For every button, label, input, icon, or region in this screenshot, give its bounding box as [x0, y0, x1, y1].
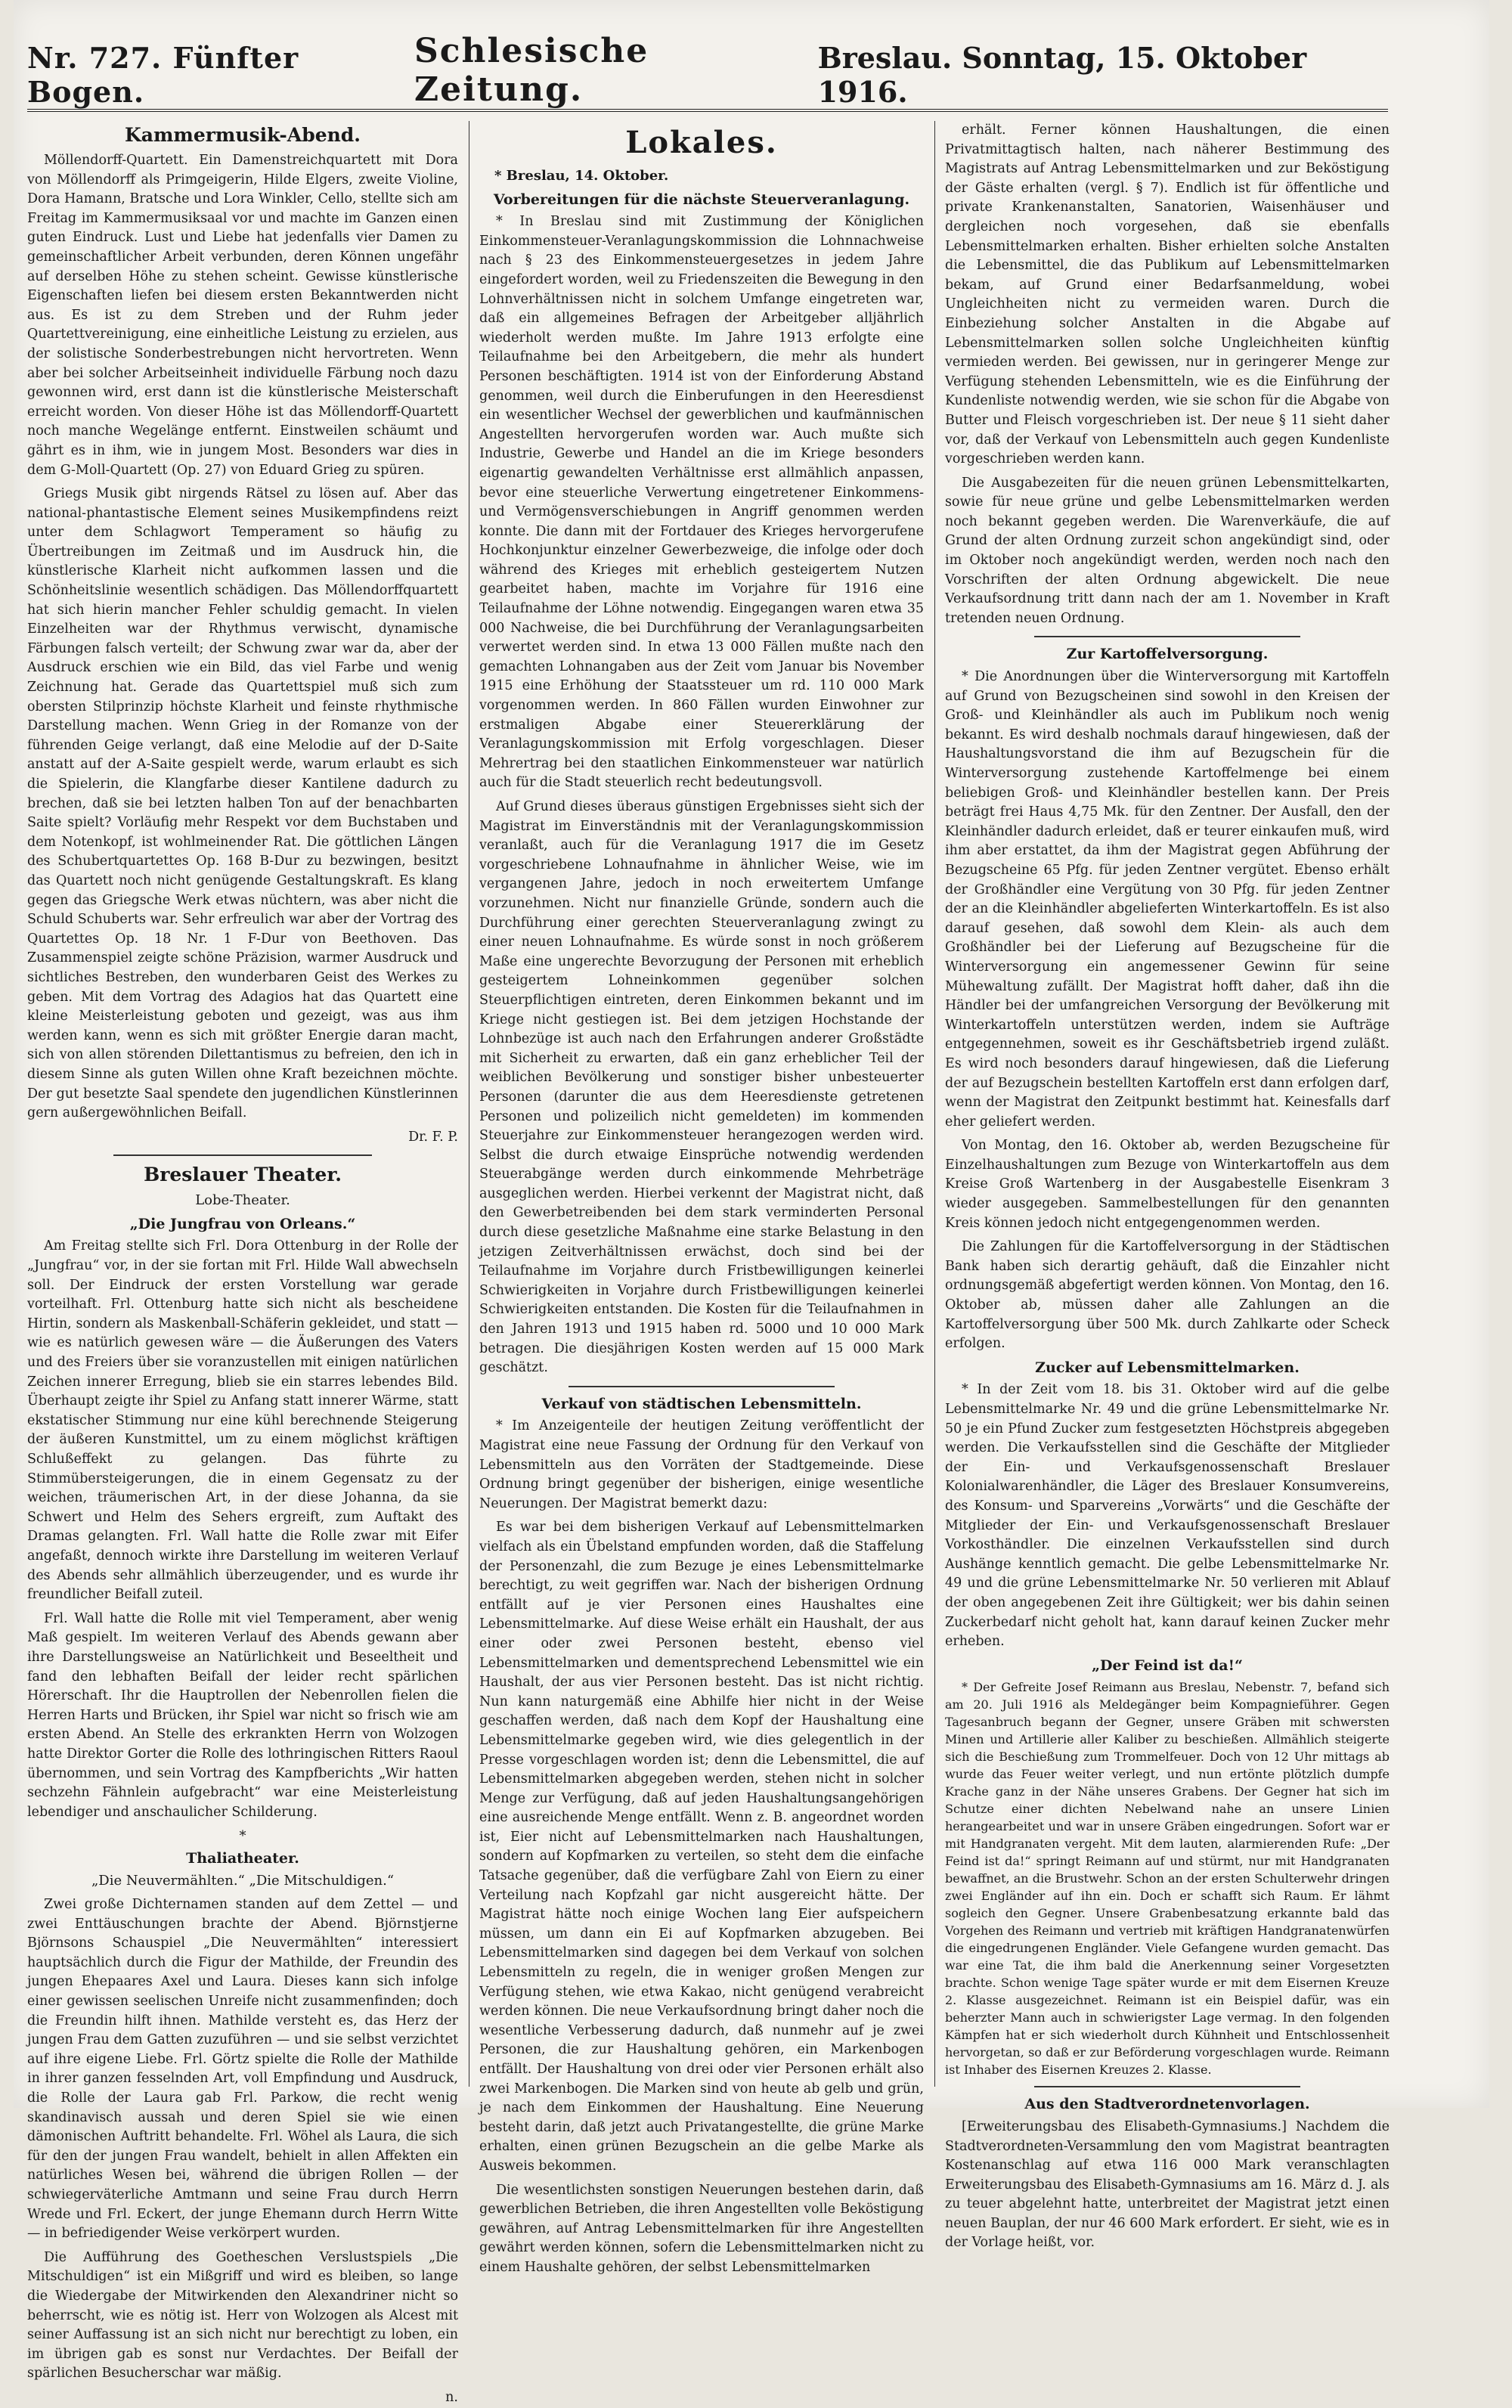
play-title: „Die Neuvermählten.“ „Die Mitschuldigen.“ [91, 1873, 395, 1889]
article-paragraph: * Im Anzeigenteile der heutigen Zeitung veröffentlicht der Magistrat eine neue Fassung der Ordnung für den Verkauf von Lebensmitteln aus den Vorräten der Stadtgemeinde. Diese Ordnung bringt gegenüber der bisherigen, einige wesentliche Neuerungen. Der Magistrat bemerkt dazu: [479, 1418, 924, 1511]
article-paragraph: * In Breslau sind mit Zustimmung der Königlichen Einkommensteuer-Veranlagungskommission die Lohnnachweise nach § 23 des Einkommensteuergesetzes in jedem Jahre eingefordert worden, weil zu Friedenszeiten die Bewegung in den Lohnverhältnissen nicht in solchem Umfange eingetreten war, daß ein allgemeines Befragen der Arbeitgeber alljährlich wiederholt werden mußte. Im Jahre 1913 erfolgte eine Teilaufnahme bei den Arbeitgebern, die mehr als hundert Personen beschäftigten. 1914 ist von der Einforderung Abstand genommen, weil durch die Einberufungen in den Heeresdienst ein wesentlicher Wechsel der gewerblichen und kaufmännischen Angestellten hervorgerufen worden war. Auch mußte sich Industrie, Gewerbe und Handel an die im Kriege besonders eigenartig gewandelten Verhältnisse erst allmählich anpassen, bevor eine steuerliche Verwertung eingetretener Einkommens- und Vermögensverschiebungen in Angriff genommen werden konnte. Die dann mit der Fortdauer des Krieges hervorgerufene Hochkonjunktur einzelner Gewerbezweige, die infolge oder doch während des Krieges mit erheblich gesteigertem Nutzen gearbeitet haben, machte im Vorjahre für 1916 eine Teilaufnahme der Löhne notwendig. Eingegangen waren etwa 35 000 Nachweise, die bei Durchführung der Veranlagungsarbeiten verwertet werden sind. In etwa 13 000 Fällen mußte nach den gemachten Lohnangaben aus der Zeit vom Januar bis November 1915 eine Erhöhung der Staatssteuer um rd. 110 000 Mark vorgenommen werden. In 860 Fällen wurden Einwohner zur erstmaligen Abgabe einer Steuererklärung der Veranlagungskommission mit Erfolg vorgeschlagen. Dieser Mehrertrag bei den staatlichen Einkommensteuer war natürlich auch für die Stadt steuerlich recht bedeutungsvoll. [479, 214, 924, 791]
article-paragraph: Von Montag, den 16. Oktober ab, werden Bezugscheine für Einzelhaushaltungen zum Bezuge von Winterkartoffeln aus dem Kreise Groß Wartenberg in der Ausgabestelle Eisenkram 3 wieder ausgegeben. Sammelbestellungen für den genannten Kreis können jedoch nicht entgegengenommen werden. [945, 1138, 1390, 1231]
article-subtitle: Lobe-Theater. [195, 1192, 290, 1209]
article-paragraph: [Erweiterungsbau des Elisabeth-Gymnasiums.] Nachdem die Stadtverordneten-Versammlung den vom Magistrat beantragten Kostenanschlag auf etwa 116 000 Mark veranschlagten Erweiterungsbau des Elisabeth-Gymnasiums am 16. März d. J. als zu teuer abgelehnt hatte, unterbreitet der Magistrat jetzt einen neuen Bauplan, der nur 46 600 Mark erfordert. Er sieht, wie es in der Vorlage heißt, vor. [945, 2118, 1390, 2251]
issue-number: Nr. 727. Fünfter Bogen. [27, 41, 299, 109]
star-separator: * [239, 1828, 246, 1845]
article-title-kammermusik: Kammermusik-Abend. [125, 124, 361, 146]
newspaper-page [14, 0, 1489, 2405]
article-paragraph: Die Zahlungen für die Kartoffelversorgung in der Städtischen Bank haben sich derartig gehäuft, daß die Einzahler nicht ordnungsgemäß abgefertigt werden können. Von Montag, den 16. Oktober ab, müssen daher alle Zahlungen an die Kartoffelversorgung über 500 Mk. durch Zahlkarte oder Scheck erfolgen. [945, 1239, 1390, 1352]
column-divider-2 [934, 121, 935, 2087]
article-paragraph: Die Ausgabezeiten für die neuen grünen Lebensmittelkarten, sowie für neue grüne und gelbe Lebensmittelmarken werden noch bekannt gegeben werden. Die Warenverkäufe, die auf Grund der alten Ordnung zurzeit schon angekündigt sind, oder im Oktober noch angekündigt werden, werden noch nach den Vorschriften der alten Ordnung abgewickelt. Die neue Verkaufsordnung tritt dann nach der am 1. November in Kraft tretenden neuen Ordnung. [945, 475, 1390, 626]
article-paragraph: Griegs Musik gibt nirgends Rätsel zu lösen auf. Aber das national-phantastische Element seines Musikempfindens reizt unter dem Schlagwort Temperament so häufig zu Übertreibungen im Zeitmaß und im Ausdruck hin, die künstlerische Klarheit nicht aufkommen lassen und die Schönheitslinie wesentlich schädigen. Das Möllendorffquartett hat sich hierin mancher Fehler schuldig gemacht. In vielen Einzelheiten war der Rhythmus verwischt, dynamische Färbungen falsch verteilt; der Schwung zwar war da, aber der Ausdruck erschien wie ein Bild, das viel Farbe und wenig Zeichnung hat. Gerade das Quartettspiel muß sich zum obersten Stilprinzip höchste Klarheit und feinste rhythmische Darstellung machen. Wenn Grieg in der Romanze von der führenden Geige verlangt, daß eine Melodie auf der D-Saite anstatt auf der A-Saite gespielt werde, warum erlaubt es sich die Spielerin, die Klangfarbe dieser Kantilene dadurch zu brechen, daß sie bei letzten halben Ton auf der benachbarten Saite spielt? Vorläufig mehr Respekt vor dem Buchstaben und dem Notenkopf, ist wohlmeinender Rat. Die göttlichen Längen des Schubertquartettes Op. 168 B-Dur zu bezwingen, besitzt das Quartett noch nicht genügende Gestaltungskraft. Es klang gegen das Griegsche Werk etwas nüchtern, was aber nicht die Schuld Schuberts war. Sehr erfreulich war aber der Vortrag des Quartettes Op. 18 Nr. 1 F-Dur von Beethoven. Das Zusammenspiel zeigte schöne Präzision, warmer Ausdruck und sichtliches Bestreben, den wunderbaren Geist des Werkes zu geben. Mit dem Vortrag des Adagios hat das Quartett eine kleine Meisterleistung geboten und gezeigt, was aus ihm werden kann, wenn es sich mit größter Energie daran macht, sich von allen störenden Dilettantismus zu befreien, den ich in diesem Sinne als guten Willen ohne Kraft bezeichnen möchte. Der gut besetzte Saal spendete den jugendlichen Künstlerinnen gern außergewöhnlichen Beifall. [27, 486, 458, 1121]
section-title-lokales: Lokales. [625, 125, 778, 160]
play-title: „Die Jungfrau von Orleans.“ [129, 1215, 356, 1232]
article-paragraph: Am Freitag stellte sich Frl. Dora Ottenburg in der Rolle der „Jungfrau“ vor, in der sie fortan mit Frl. Hilde Wall abwechseln soll. Der Eindruck der ersten Vorstellung war gerade vorteilhaft. Frl. Ottenburg hatte sich nicht als bescheidene Hirtin, sondern als Maskenball-Schäferin gekleidet, und statt — wie es natürlich gewesen wäre — die Äußerungen des Vaters und des Freiers über sie voranzustellen mit einigen natürlichen Zeichen innerer Erregung, blieb sie ein starres lebendes Bild. Überhaupt zeigte ihr Spiel zu Anfang statt innerer Wärme, statt ekstatischer Stimmung nur eine kühl berechnende Steigerung der äußeren Kunstmittel, um zu einem möglichst kräftigen Schlußeffekt zu gelangen. Das führte zu Stimmübersteigerungen, die in einem Gegensatz zu der weichen, träumerischen Art, in der diese Johanna, da sie Schwert und Helm des Sehers ergreift, zum Auftakt des Dramas gelangten. Frl. Wall hatte die Rolle zwar mit Eifer angefaßt, dennoch wirkte ihre Darstellung im weiteren Verlauf des Abends sehr allmählich überzeugender, und es wurde ihr freundlicher Beifall zuteil. [27, 1238, 458, 1603]
newspaper-title: Schlesische Zeitung. [414, 32, 649, 109]
article-paragraph: * Der Gefreite Josef Reimann aus Breslau, Nebenstr. 7, befand sich am 20. Juli 1916 als Meldegänger beim Kompagnieführer. Gegen Tagesanbruch begann der Gegner, unsere Gräben mit schwersten Minen und Artillerie aller Kaliber zu beschießen. Allmählich steigerte sich die Beschießung zum Trommelfeuer. Doch von 12 Uhr mittags ab wurde das Feuer weiter verlegt, und nun ertönte plötzlich dumpfe Krache ganz in der Nähe unseres Grabens. Der Gegner hat sich im Schutze einer dichten Nebelwand nahe an unsere Linien herangearbeitet und war in unsere Gräben eingedrungen. Sofort war er mit Handgranaten vergeht. Mit dem lauten, alarmierenden Rufe: „Der Feind ist da!“ springt Reimann auf und stürmt, nur mit Handgranaten bewaffnet, an die Brustwehr. Schon an der ersten Schulterwehr dringen zwei Engländer auf ihn ein. Doch er schafft sich Raum. Er lähmt sogleich den Gegner. Unsere Grabenbesatzung erkannte bald das Vorgehen des Reimann und vertrieb mit kräftigen Handgranatenwürfen die eingedrungenen Engländer. Viele Gefangene wurden gemacht. Das war eine Tat, die ihm bald die Anerkennung seiner Vorgesetzten brachte. Schon wenige Tage später wurde er mit dem Eisernen Kreuze 2. Klasse ausgezeichnet. Reimann ist ein Beispiel dafür, was ein beherzter Mann auch in schwierigster Lage vermag. In den folgenden Kämpfen hat er sich wiederholt durch Kühnheit und Entschlossenheit hervorgetan, so daß er zur Beförderung vorgeschlagen wurde. Reimann ist Inhaber des Eisernen Kreuzes 2. Klasse. [945, 1680, 1390, 2078]
article-title-stadtverordnete: Aus den Stadtverordnetenvorlagen. [1024, 2096, 1310, 2113]
article-signature: n. [445, 2389, 458, 2405]
article-paragraph: Auf Grund dieses überaus günstigen Ergebnisses sieht sich der Magistrat im Einverständnis mit der Veranlagungskommission veranlaßt, auch für die Veranlagung 1917 die im Gesetz vorgeschriebene Lohnaufnahme in ähnlicher Weise, wie im vergangenen Jahre, jedoch in noch erweitertem Umfange vorzunehmen. Nicht nur finanzielle Gründe, sondern auch die Durchführung einer gerechten Steuerveranlagung zwingt zu einer neuen Lohnaufnahme. Es würde sonst in noch größerem Maße eine ungerechte Bevorzugung der Personen mit erheblich gesteigertem Lohneinkommen gegenüber solchen Steuerpflichtigen eintreten, deren Einkommen bekannt und im Kriege nicht gestiegen ist. Bei dem jetzigen Hochstande der Lohnbezüge ist auch nach den Erfahrungen anderer Großstädte mit Sicherheit zu erwarten, daß ein ganz erheblicher Teil der weiblichen Bevölkerung und sonstiger bisher unbesteuerter Personen (darunter die aus dem Heeresdienste getretenen Personen und polizeilich nicht gemeldeten) im kommenden Steuerjahre zur Einkommensteuer herangezogen werden wird. Selbst die durch etwaige Einsprüche notwendig werdenden Steuerabgänge werden durch einkommende Mehrbeträge ausgeglichen werden. Hierbei verkennt der Magistrat nicht, daß den Gewerbetreibenden bei dem stark verminderten Personal durch diese gesetzliche Maßnahme eine starke Belastung in den jetzigen Zeitverhältnissen erwächst, doch sind bei der Teilaufnahme im Vorjahre durch Fristbewilligungen keinerlei Schwierigkeiten in Vorjahre durch Fristbewilligungen keinerlei Schwierigkeiten entstanden. Die Kosten für die Teilaufnahmen in den Jahren 1913 und 1915 haben rd. 5000 und 10 000 Mark betragen. Die diesjährigen Kosten werden auf 15 000 Mark geschätzt. [479, 799, 924, 1376]
column-2 [479, 121, 924, 2275]
article-signature: Dr. F. P. [408, 1129, 458, 1145]
article-title-thalia: Thaliatheater. [186, 1849, 299, 1867]
column-1 [27, 121, 458, 2405]
masthead [27, 32, 1388, 112]
article-paragraph: Die Aufführung des Goetheschen Verslustspiels „Die Mitschuldigen“ ist ein Mißgriff und wird es bleiben, so lange die Wiedergabe der Mitwirkenden den Alexandriner nicht so beherrscht, wie es nötig ist. Herr von Wolzogen als Alcest mit seiner Auffassung ist an sich nicht nur berechtigt zu loben, ein im übrigen gab es sonst nur Verdachtes. Der Beifall der spärlichen Besucherschar war mäßig. [27, 2249, 458, 2382]
article-paragraph: * Die Anordnungen über die Winterversorgung mit Kartoffeln auf Grund von Bezugscheinen sind sowohl in den Kreisen der Groß- und Kleinhändler als auch im Publikum noch wenig bekannt. Es wird deshalb nochmals darauf hingewiesen, daß der Haushaltungsvorstand die ihm auf Bezugschein für die Winterversorgung zustehende Kartoffelmenge bei einem beliebigen Groß- und Kleinhändler bestellen kann. Der Preis beträgt frei Haus 4,75 Mk. für den Zentner. Der Ausfall, den der Kleinhändler dadurch erleidet, daß er teurer einkaufen muß, wird ihm aber erstattet, da ihm der Magistrat gegen Abführung der Bezugscheine 65 Pfg. für jeden Zentner vergütet. Ebenso erhält der Großhändler eine Vergütung von 30 Pfg. für jeden Zentner der an die Kleinhändler abgelieferten Winterkartoffeln. Es ist also darauf gesehen, daß sowohl dem Klein- als auch dem Großhändler bei der Lieferung auf Bezugscheine für die Winterversorgung ein angemessener Gewinn für seine Mühewaltung zufällt. Der Magistrat hofft daher, daß ihn die Händler bei der umfangreichen Versorgung der Bevölkerung mit Winterkartoffeln unterstützen werden, indem sie Aufträge entgegennehmen, soweit es ihr Geschäftsbetrieb irgend zuläßt. Es wird noch besonders darauf hingewiesen, daß die Lieferung der auf Bezugschein bestellten Kartoffeln erst dann erfolgen darf, wenn der Magistrat den Zeitpunkt bestimmt hat. Keinesfalls darf eher geliefert werden. [945, 669, 1390, 1130]
article-paragraph: Möllendorff-Quartett. Ein Damenstreichquartett mit Dora von Möllendorff als Primgeigerin, Hilde Elgers, zweite Violine, Dora Hamann, Bratsche und Lora Winkler, Cello, stellte sich am Freitag im Kammermusiksaal vor und machte im Ganzen einen guten Eindruck. Lust und Liebe hat jedenfalls vier Damen zu gemeinschaftlicher Arbeit verbunden, deren Können ungefähr auf derselben Höhe zu stehen scheint. Gewisse künstlerische Eigenschaften liefen bei diesem ersten Bekanntwerden nicht aus. Es ist zu dem Streben und der Ruhm jeder Quartettvereinigung, eine einheitliche Leistung zu erzielen, aus der solistische Sonderbestrebungen nicht hervortreten. Wenn aber bei solcher Arbeitseinheit individuelle Färbung noch dazu gewonnen wird, erst dann ist die künstlerische Meisterschaft erreicht worden. Von dieser Höhe ist das Möllendorff-Quartett noch manche Wegelänge entfernt. Einstweilen schäumt und gährt es in ihm, wie in jungem Most. Besonders war dies in dem G-Moll-Quartett (Op. 27) von Eduard Grieg zu spüren. [27, 153, 458, 478]
article-title-theater: Breslauer Theater. [144, 1164, 342, 1186]
section-divider [1034, 636, 1301, 637]
section-divider [113, 1154, 372, 1156]
article-title-lebensmittel: Verkauf von städtischen Lebensmitteln. [541, 1395, 862, 1412]
article-title-kartoffel: Zur Kartoffelversorgung. [1066, 646, 1269, 663]
article-paragraph: Die wesentlichsten sonstigen Neuerungen bestehen darin, daß gewerblichen Betrieben, die ihren Angestellten volle Beköstigung gewähren, auf Antrag Lebensmittelmarken für ihre Angestellten gewährt werden können, sofern die Lebensmittelmarken nicht zu einem Haushalte gehören, der selbst Lebensmittelmarken [479, 2182, 924, 2275]
article-paragraph: Frl. Wall hatte die Rolle mit viel Temperament, aber wenig Maß gespielt. Im weiteren Verlauf des Abends gewann aber ihre Darstellungsweise an Natürlichkeit und Beseeltheit und fand den lebhaften Beifall der leider recht spärlichen Hörerschaft. Ihr die Hauptrollen der Nebenrollen fielen die Herren Harts und Brücken, ihr Spiel war nicht so frisch wie am ersten Abend. An Stelle des erkrankten Herrn von Wolzogen hatte Direktor Gorter die Rolle des lothringischen Ritters Raoul übernommen, und sein Vortrag des Kampfberichts „Wir hatten sechzehn Fähnlein aufgebracht“ war eine Meisterleistung lebendiger und anschaulicher Schilderung. [27, 1610, 458, 1820]
article-title-feind: „Der Feind ist da!“ [1092, 1656, 1243, 1674]
issue-date: Breslau. Sonntag, 15. Oktober 1916. [817, 41, 1307, 109]
article-paragraph: erhält. Ferner können Haushaltungen, die einen Privatmittagtisch halten, nach näherer Bestimmung des Magistrats auf Antrag Lebensmittelmarken und zur Beköstigung der Gäste erhalten (vergl. § 7). Endlich ist für öffentliche und private Krankenanstalten, Sanatorien, Waisenhäuser und dergleichen noch vorgesehen, daß sie ebenfalls Lebensmittelmarken erhalten. Bisher erhielten solche Anstalten die Lebensmittel, die das Publikum auf Lebensmittelmarken bekam, auf Grund einer Bedarfsanmeldung, wobei Ungleichheiten nicht zu vermeiden waren. Durch die Einbeziehung solcher Anstalten in die Abgabe auf Lebensmittelmarken sollen solche Ungleichheiten künftig vermieden werden. Bei gewissen, nur in geringerer Menge zur Verfügung stehenden Lebensmitteln, wie es die Einführung der Kundenliste notwendig werden, wie sie schon für die Abgabe von Butter und Fleisch vorgeschrieben ist. Der neue § 11 sieht daher vor, daß der Verkauf von Lebensmitteln auch gegen Kundenliste vorgeschrieben werden kann. [945, 122, 1390, 467]
article-paragraph: * In der Zeit vom 18. bis 31. Oktober wird auf die gelbe Lebensmittelmarke Nr. 49 und die grüne Lebensmittelmarke Nr. 50 je ein Pfund Zucker zum festgesetzten Höchstpreis abgegeben werden. Die Verkaufsstellen sind die Geschäfte der Mitglieder der Ein- und Verkaufsgenossenschaft Breslauer Kolonialwarenhändler, die Läger des Breslauer Konsumvereins, des Konsum- und Sparvereins „Vorwärts“ und die Geschäfte der Mitglieder der Ein- und Verkaufsgenossenschaft Breslauer Vorkosthändler. Die einzelnen Verkaufsstellen sind durch Aushänge kenntlich gemacht. Die gelbe Lebensmittelmarke Nr. 49 und die grüne Lebensmittelmarke Nr. 50 verlieren mit Ablauf der oben angegebenen Zeit ihre Gültigkeit; wer bis dahin seinen Zuckerbedarf nicht geholt hat, kann darauf keinen Zucker mehr erheben. [945, 1382, 1390, 1650]
dateline: * Breslau, 14. Oktober. [494, 168, 669, 184]
column-3 [945, 121, 1390, 2251]
article-paragraph: Es war bei dem bisherigen Verkauf auf Lebensmittelmarken vielfach als ein Übelstand empfunden worden, daß die Staffelung der Personenzahl, die zum Bezuge je eines Lebensmittelmarke berechtigt, zu weit gegriffen war. Nach der bisherigen Ordnung entfällt auf je vier Personen eines Haushaltes eine Lebensmittelmarke. Auf diese Weise erhält ein Haushalt, der aus einer oder zwei Personen besteht, ebenso viel Lebensmittelmarken und dementsprechend Lebensmittel wie ein Haushalt, der aus vier Personen besteht. Das ist nicht richtig. Nun kann naturgemäß eine Abhilfe hier nicht in der Weise geschaffen werden, daß nach dem Kopf der Haushaltung eine Lebensmittelmarke gegeben wird, wie dies gelegentlich in der Presse vorgeschlagen worden ist; denn die Lebensmittel, die auf Lebensmittelmarken abgegeben werden, stehen nicht in solcher Menge zur Verfügung, daß auf jeden Haushaltungsangehörigen eine ausreichende Menge entfällt. Wenn z. B. angeordnet worden ist, Eier nicht auf Lebensmittelmarken nach Haushaltungen, sondern auf Kopfmarken zu verteilen, so steht dem die einfache Tatsache gegenüber, daß die verfügbare Zahl von Eiern zu einer Verteilung nach Kopfzahl gar nicht ausgereicht hätte. Der Magistrat hätte noch einige Wochen lang Eier aufspeichern müssen, um dann ein Ei auf Kopfmarken abzugeben. Bei Lebensmittelmarken sind dagegen bei dem Verkauf von solchen Lebensmitteln zu regeln, die in weniger großen Mengen zur Verfügung stehen, wie etwa Kakao, nicht genügend verabreicht werden können. Die neue Verkaufsordnung bringt daher noch die wesentliche Verbesserung dadurch, daß nunmehr auf je zwei Personen, die zur Haushaltung gehören, ein Markenbogen entfällt. Der Haushaltung von drei oder vier Personen erhält also zwei Markenbogen. Die Marken sind von heute ab gelb und grün, je nach dem Einkommen der Haushaltung. Eine Neuerung besteht darin, daß jetzt auch Privatangestellte, die grüne Marke erhalten, einen grünen Bezugschein an die gelbe Marke als Ausweis bekommen. [479, 1520, 924, 2174]
article-title-zucker: Zucker auf Lebensmittelmarken. [1035, 1359, 1300, 1376]
section-divider [1034, 2086, 1301, 2087]
article-paragraph: Zwei große Dichternamen standen auf dem Zettel — und zwei Enttäuschungen brachte der Abend. Björnstjerne Björnsons Schauspiel „Die Neuvermählten“ interessiert hauptsächlich durch die Figur der Mathilde, der Freundin des jungen Ehepaares Axel und Laura. Dieses kann sich infolge einer gewissen seelischen Unreife nicht zusammenfinden; doch die Freundin hilft ihnen. Mathilde versteht es, das Herz der jungen Frau dem Gatten zuzuführen — und sie selbst verzichtet auf ihre eigene Liebe. Frl. Görtz spielte die Rolle der Mathilde in ihrer ganzen fesselnden Art, voll Empfindung und Ausdruck, die Rolle der Laura gab Frl. Parkow, die recht wenig skandinavisch aussah und deren Spiel sie wie einen dämonischen Auftritt behandelte. Frl. Wöhel als Laura, die sich für den der jungen Frau wandelt, behielt in allen Affekten ein natürliches Wesen bei, während die übrigen Rollen — der schwiegerväterliche Amtmann und seine Frau durch Herrn Wrede und Frl. Eckert, der junge Ehemann durch Herrn Witte — in befriedigender Weise verkörpert wurden. [27, 1897, 458, 2242]
section-divider [569, 1386, 835, 1387]
article-title-steuer: Vorbereitungen für die nächste Steuerveranlagung. [493, 191, 910, 208]
